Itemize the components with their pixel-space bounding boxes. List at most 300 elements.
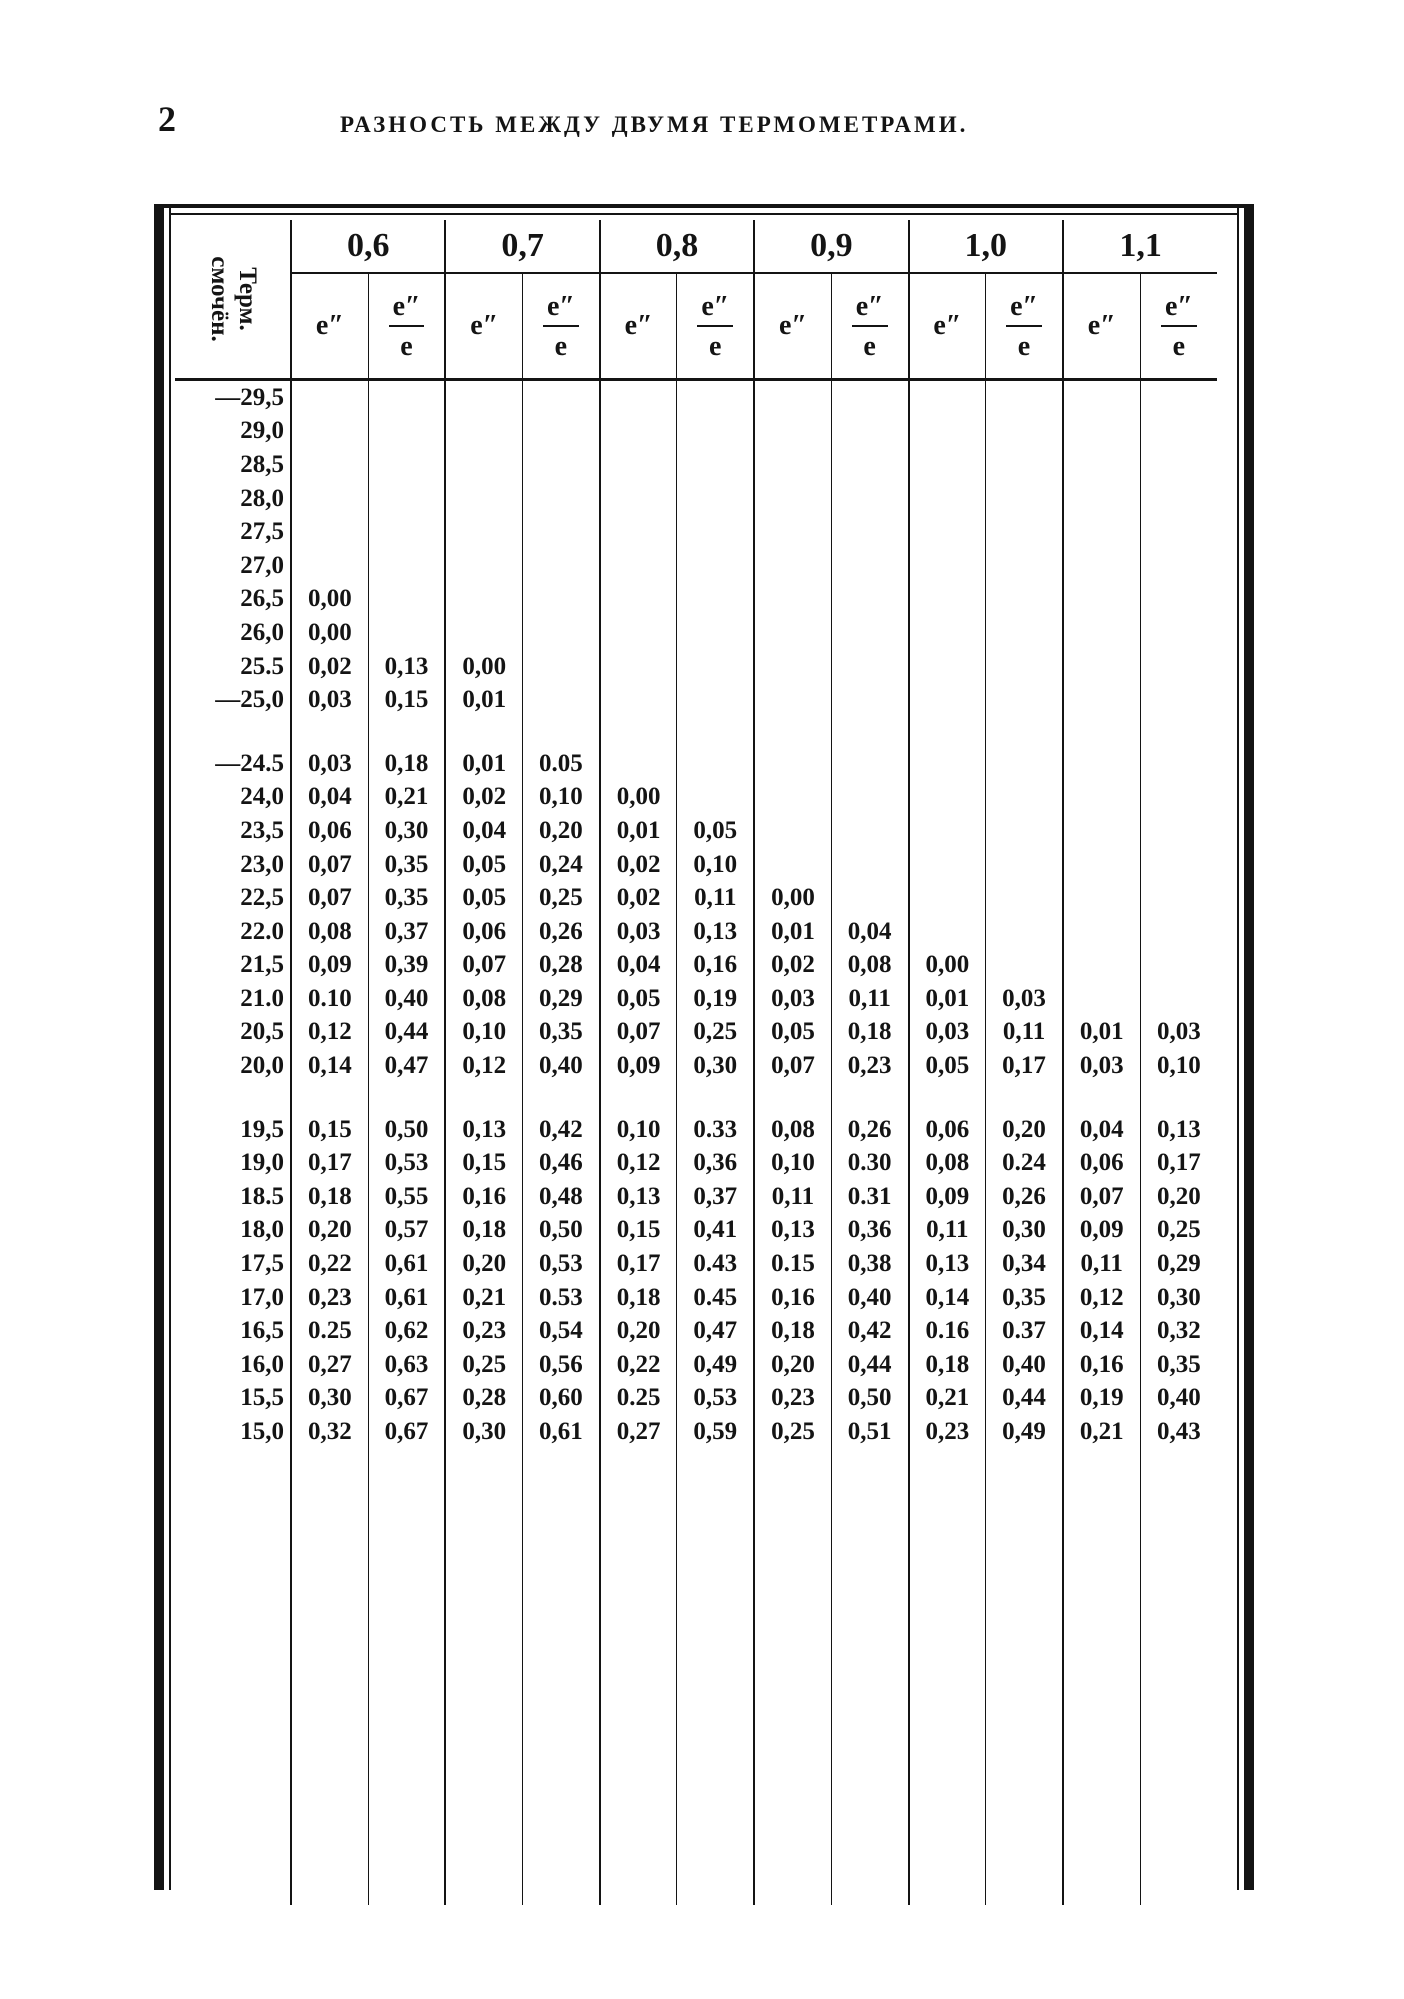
value-cell-ratio: 0,25 [1140, 1214, 1217, 1248]
value-cell-ratio: 0,08 [831, 949, 908, 983]
value-cell-ratio [677, 482, 754, 516]
value-cell-e [754, 448, 831, 482]
value-cell-e: 0,04 [445, 814, 522, 848]
value-cell-e [600, 616, 677, 650]
table-row [175, 482, 1217, 516]
page-title: РАЗНОСТЬ МЕЖДУ ДВУМЯ ТЕРМОМЕТРАМИ. [340, 112, 969, 137]
term-cell: 23,5 [175, 814, 291, 848]
group-header: 0,6 [291, 220, 445, 273]
value-cell-ratio: 0,50 [831, 1382, 908, 1416]
value-cell-ratio: 0.05 [523, 747, 600, 781]
term-column-header [175, 220, 291, 380]
ratio-denominator: e [863, 331, 876, 362]
term-cell: 27,0 [175, 549, 291, 583]
table-row [175, 814, 1217, 848]
value-cell-ratio [831, 482, 908, 516]
term-cell: 17,0 [175, 1281, 291, 1315]
ratio-fraction [389, 293, 425, 361]
value-cell-ratio [677, 583, 754, 617]
value-cell-e: 0,08 [909, 1146, 986, 1180]
value-cell-e [909, 482, 986, 516]
table-row [175, 1382, 1217, 1416]
value-cell-e: 0,18 [600, 1281, 677, 1315]
term-cell: 20,5 [175, 1016, 291, 1050]
value-cell-ratio: 0,05 [677, 814, 754, 848]
ratio-numerator: e″ [852, 293, 888, 327]
value-cell-ratio: 0,40 [986, 1348, 1063, 1382]
table-row [175, 448, 1217, 482]
table-row [175, 747, 1217, 781]
value-cell-e: 0,10 [445, 1016, 522, 1050]
table-row [175, 982, 1217, 1016]
value-cell-e: 0,12 [445, 1049, 522, 1083]
value-cell-e [445, 515, 522, 549]
table-row [175, 1314, 1217, 1348]
value-cell-ratio: 0,53 [368, 1146, 445, 1180]
table-row [175, 848, 1217, 882]
value-cell-e [600, 380, 677, 415]
value-cell-e [1063, 881, 1140, 915]
table-row [175, 549, 1217, 583]
term-cell: —25,0 [175, 683, 291, 717]
value-cell-ratio [986, 549, 1063, 583]
value-cell-e: 0,03 [291, 747, 368, 781]
value-cell-e [445, 616, 522, 650]
value-cell-e: 0,10 [600, 1113, 677, 1147]
value-cell-ratio: 0,42 [523, 1113, 600, 1147]
value-cell-e [754, 848, 831, 882]
value-cell-e: 0,18 [909, 1348, 986, 1382]
value-cell-ratio: 0,41 [677, 1214, 754, 1248]
value-cell-ratio [986, 650, 1063, 684]
value-cell-ratio [677, 747, 754, 781]
value-cell-ratio [368, 616, 445, 650]
value-cell-e: 0,27 [600, 1415, 677, 1449]
value-cell-ratio: 0,37 [368, 915, 445, 949]
table-row [175, 1247, 1217, 1281]
value-cell-ratio [677, 415, 754, 449]
value-cell-ratio: 0,04 [831, 915, 908, 949]
value-cell-e: 0,20 [754, 1348, 831, 1382]
value-cell-ratio: 0,03 [1140, 1016, 1217, 1050]
value-cell-ratio: 0,53 [677, 1382, 754, 1416]
value-cell-e [1063, 650, 1140, 684]
value-cell-ratio: 0,63 [368, 1348, 445, 1382]
table-row [175, 616, 1217, 650]
value-cell-e: 0.10 [291, 982, 368, 1016]
ratio-numerator: e″ [543, 293, 579, 327]
value-cell-ratio [986, 949, 1063, 983]
value-cell-ratio [831, 814, 908, 848]
table-row [175, 1281, 1217, 1315]
value-cell-e [754, 549, 831, 583]
value-cell-e: 0,04 [1063, 1113, 1140, 1147]
value-cell-ratio [831, 448, 908, 482]
table-row [175, 583, 1217, 617]
value-cell-ratio: 0,17 [986, 1049, 1063, 1083]
value-cell-ratio [1140, 747, 1217, 781]
value-cell-e [754, 683, 831, 717]
value-cell-ratio [1140, 549, 1217, 583]
value-cell-ratio: 0,46 [523, 1146, 600, 1180]
value-cell-e: 0,02 [600, 881, 677, 915]
value-cell-ratio [1140, 415, 1217, 449]
term-cell: 15,0 [175, 1415, 291, 1449]
value-cell-e: 0,07 [291, 848, 368, 882]
value-cell-ratio [831, 650, 908, 684]
table-row [175, 1016, 1217, 1050]
value-cell-e [600, 583, 677, 617]
value-cell-ratio: 0,30 [677, 1049, 754, 1083]
value-cell-e [291, 380, 368, 415]
value-cell-e: 0,13 [445, 1113, 522, 1147]
value-cell-ratio [986, 448, 1063, 482]
value-cell-e [1063, 683, 1140, 717]
value-cell-ratio [1140, 848, 1217, 882]
ratio-fraction [1006, 293, 1042, 361]
term-cell: 19,5 [175, 1113, 291, 1147]
value-cell-ratio: 0,21 [368, 781, 445, 815]
psychrometric-table [175, 220, 1217, 1905]
value-cell-e: 0,00 [291, 583, 368, 617]
value-cell-ratio [1140, 616, 1217, 650]
value-cell-ratio [986, 781, 1063, 815]
value-cell-ratio: 0.53 [523, 1281, 600, 1315]
value-cell-e: 0,04 [291, 781, 368, 815]
value-cell-e: 0,06 [445, 915, 522, 949]
value-cell-ratio: 0,36 [831, 1214, 908, 1248]
value-cell-ratio [677, 549, 754, 583]
value-cell-ratio: 0,59 [677, 1415, 754, 1449]
value-cell-e: 0,05 [600, 982, 677, 1016]
value-cell-ratio: 0,54 [523, 1314, 600, 1348]
value-cell-e [1063, 380, 1140, 415]
value-cell-e: 0,02 [600, 848, 677, 882]
value-cell-ratio [1140, 515, 1217, 549]
value-cell-e [445, 380, 522, 415]
value-cell-e [909, 549, 986, 583]
value-cell-ratio [986, 583, 1063, 617]
value-cell-ratio: 0,30 [1140, 1281, 1217, 1315]
value-cell-ratio [677, 448, 754, 482]
value-cell-ratio [368, 515, 445, 549]
term-cell: 21,5 [175, 949, 291, 983]
value-cell-ratio: 0,20 [986, 1113, 1063, 1147]
value-cell-ratio: 0,61 [523, 1415, 600, 1449]
value-cell-ratio [986, 881, 1063, 915]
value-cell-ratio [831, 683, 908, 717]
value-cell-e: 0,03 [600, 915, 677, 949]
value-cell-e [445, 583, 522, 617]
value-cell-e: 0,15 [600, 1214, 677, 1248]
value-cell-ratio [523, 549, 600, 583]
sub-header-ratio [523, 273, 600, 380]
value-cell-e: 0,23 [445, 1314, 522, 1348]
value-cell-ratio [831, 415, 908, 449]
value-cell-e: 0.15 [754, 1247, 831, 1281]
value-cell-ratio: 0,15 [368, 683, 445, 717]
value-cell-e: 0.25 [600, 1382, 677, 1416]
value-cell-e [1063, 915, 1140, 949]
value-cell-e: 0,18 [291, 1180, 368, 1214]
value-cell-e [909, 814, 986, 848]
value-cell-ratio: 0,10 [1140, 1049, 1217, 1083]
value-cell-e [909, 747, 986, 781]
value-cell-ratio: 0,13 [368, 650, 445, 684]
value-cell-ratio [523, 616, 600, 650]
value-cell-ratio: 0,38 [831, 1247, 908, 1281]
value-cell-e [754, 415, 831, 449]
value-cell-ratio [677, 616, 754, 650]
ratio-denominator: e [709, 331, 722, 362]
value-cell-e: 0,16 [1063, 1348, 1140, 1382]
value-cell-ratio [677, 380, 754, 415]
value-cell-e: 0,22 [291, 1247, 368, 1281]
table-row [175, 881, 1217, 915]
table-row [175, 915, 1217, 949]
term-cell: 26,0 [175, 616, 291, 650]
value-cell-e [600, 415, 677, 449]
value-cell-e: 0,18 [445, 1214, 522, 1248]
value-cell-ratio: 0,11 [986, 1016, 1063, 1050]
term-cell: 28,0 [175, 482, 291, 516]
value-cell-e: 0,07 [1063, 1180, 1140, 1214]
table-row [175, 1049, 1217, 1083]
term-cell: 19,0 [175, 1146, 291, 1180]
ratio-denominator: e [1172, 331, 1186, 362]
value-cell-ratio [523, 650, 600, 684]
value-cell-e [445, 482, 522, 516]
term-cell: 28,5 [175, 448, 291, 482]
value-cell-e: 0,20 [600, 1314, 677, 1348]
value-cell-ratio [1140, 949, 1217, 983]
value-cell-ratio [523, 380, 600, 415]
value-cell-e: 0,01 [1063, 1016, 1140, 1050]
value-cell-ratio: 0,17 [1140, 1146, 1217, 1180]
value-cell-ratio: 0,60 [523, 1382, 600, 1416]
value-cell-ratio: 0,55 [368, 1180, 445, 1214]
value-cell-ratio: 0,53 [523, 1247, 600, 1281]
value-cell-ratio [831, 616, 908, 650]
value-cell-ratio: 0,40 [1140, 1382, 1217, 1416]
value-cell-ratio [831, 848, 908, 882]
value-cell-e [1063, 515, 1140, 549]
value-cell-ratio: 0,43 [1140, 1415, 1217, 1449]
value-cell-e: 0,32 [291, 1415, 368, 1449]
value-cell-e: 0,03 [291, 683, 368, 717]
value-cell-e [291, 448, 368, 482]
value-cell-e: 0,16 [754, 1281, 831, 1315]
term-cell: 23,0 [175, 848, 291, 882]
ratio-denominator: e [1017, 331, 1031, 362]
value-cell-e: 0,00 [754, 881, 831, 915]
term-cell: 15,5 [175, 1382, 291, 1416]
term-cell: 18,0 [175, 1214, 291, 1248]
value-cell-e: 0,25 [754, 1415, 831, 1449]
group-header: 0,8 [600, 220, 754, 273]
value-cell-ratio: 0,50 [368, 1113, 445, 1147]
value-cell-ratio [368, 549, 445, 583]
value-cell-e [291, 482, 368, 516]
value-cell-e [600, 683, 677, 717]
value-cell-ratio [831, 583, 908, 617]
value-cell-e: 0,10 [754, 1146, 831, 1180]
term-cell: 22,5 [175, 881, 291, 915]
value-cell-ratio [1140, 482, 1217, 516]
value-cell-ratio [677, 683, 754, 717]
value-cell-e: 0,11 [1063, 1247, 1140, 1281]
value-cell-e: 0,07 [445, 949, 522, 983]
value-cell-ratio [1140, 781, 1217, 815]
value-cell-e: 0,23 [909, 1415, 986, 1449]
value-cell-ratio [1140, 982, 1217, 1016]
value-cell-e [1063, 814, 1140, 848]
ratio-denominator: e [400, 331, 413, 362]
table-row [175, 515, 1217, 549]
value-cell-ratio: 0,10 [677, 848, 754, 882]
sub-header-e: e″ [1063, 273, 1140, 380]
group-header: 0,9 [754, 220, 908, 273]
value-cell-ratio [523, 415, 600, 449]
table-row [175, 1146, 1217, 1180]
value-cell-e: 0,09 [291, 949, 368, 983]
value-cell-e [1063, 848, 1140, 882]
value-cell-e [291, 549, 368, 583]
value-cell-e: 0,05 [754, 1016, 831, 1050]
ratio-fraction [543, 293, 579, 361]
value-cell-ratio: 0,44 [986, 1382, 1063, 1416]
value-cell-ratio [523, 482, 600, 516]
value-cell-ratio [677, 515, 754, 549]
value-cell-ratio: 0,35 [523, 1016, 600, 1050]
value-cell-e: 0,11 [754, 1180, 831, 1214]
value-cell-e [600, 515, 677, 549]
value-cell-e: 0,02 [291, 650, 368, 684]
value-cell-e [754, 650, 831, 684]
value-cell-ratio: 0,30 [986, 1214, 1063, 1248]
value-cell-ratio [831, 781, 908, 815]
table-row [175, 1180, 1217, 1214]
value-cell-ratio: 0,40 [831, 1281, 908, 1315]
value-cell-e: 0,22 [600, 1348, 677, 1382]
value-cell-ratio: 0,35 [368, 848, 445, 882]
value-cell-ratio [1140, 650, 1217, 684]
value-cell-ratio: 0,30 [368, 814, 445, 848]
value-cell-e: 0,03 [754, 982, 831, 1016]
value-cell-ratio: 0,13 [1140, 1113, 1217, 1147]
value-cell-e [754, 814, 831, 848]
value-cell-e [445, 448, 522, 482]
value-cell-e: 0,01 [909, 982, 986, 1016]
group-header: 1,1 [1063, 220, 1217, 273]
value-cell-ratio: 0,49 [677, 1348, 754, 1382]
group-header-row [175, 220, 1217, 273]
value-cell-e [754, 482, 831, 516]
value-cell-e [909, 650, 986, 684]
value-cell-e: 0,01 [445, 683, 522, 717]
value-cell-e: 0,06 [1063, 1146, 1140, 1180]
value-cell-e [909, 583, 986, 617]
table-row [175, 1415, 1217, 1449]
value-cell-ratio: 0,10 [523, 781, 600, 815]
value-cell-e [909, 515, 986, 549]
value-cell-e: 0.25 [291, 1314, 368, 1348]
term-cell: 25.5 [175, 650, 291, 684]
value-cell-e: 0,12 [291, 1016, 368, 1050]
value-cell-ratio: 0,29 [1140, 1247, 1217, 1281]
value-cell-ratio: 0,62 [368, 1314, 445, 1348]
value-cell-e: 0,01 [600, 814, 677, 848]
value-cell-ratio: 0,20 [523, 814, 600, 848]
value-cell-ratio: 0,61 [368, 1281, 445, 1315]
value-cell-ratio [1140, 814, 1217, 848]
value-cell-ratio [986, 380, 1063, 415]
value-cell-e: 0,07 [291, 881, 368, 915]
value-cell-ratio [368, 380, 445, 415]
value-cell-e: 0,04 [600, 949, 677, 983]
value-cell-e: 0,09 [600, 1049, 677, 1083]
table-row [175, 683, 1217, 717]
ratio-denominator: e [554, 331, 568, 362]
value-cell-e [754, 380, 831, 415]
table-row [175, 650, 1217, 684]
value-cell-ratio: 0,13 [677, 915, 754, 949]
value-cell-e: 0,02 [754, 949, 831, 983]
value-cell-ratio: 0,28 [523, 949, 600, 983]
value-cell-e: 0,00 [909, 949, 986, 983]
value-cell-e [445, 549, 522, 583]
ratio-numerator: e″ [697, 293, 733, 327]
value-cell-ratio: 0,57 [368, 1214, 445, 1248]
term-cell: 16,5 [175, 1314, 291, 1348]
value-cell-e: 0,27 [291, 1348, 368, 1382]
ratio-numerator: e″ [389, 293, 425, 327]
value-cell-ratio: 0,24 [523, 848, 600, 882]
empty-tail-row [175, 1449, 1217, 1905]
table-row [175, 415, 1217, 449]
sub-header-e: e″ [754, 273, 831, 380]
value-cell-ratio [986, 482, 1063, 516]
value-cell-ratio [523, 683, 600, 717]
value-cell-e: 0,00 [600, 781, 677, 815]
spacer-row [175, 717, 1217, 747]
value-cell-ratio: 0,44 [831, 1348, 908, 1382]
value-cell-e [909, 781, 986, 815]
value-cell-e [1063, 781, 1140, 815]
value-cell-ratio: 0,18 [368, 747, 445, 781]
value-cell-ratio [368, 583, 445, 617]
value-cell-ratio: 0,56 [523, 1348, 600, 1382]
value-cell-e: 0,12 [600, 1146, 677, 1180]
value-cell-ratio [1140, 583, 1217, 617]
value-cell-e [754, 747, 831, 781]
value-cell-ratio: 0.33 [677, 1113, 754, 1147]
sub-header-e: e″ [600, 273, 677, 380]
value-cell-ratio: 0,26 [523, 915, 600, 949]
value-cell-ratio: 0,47 [677, 1314, 754, 1348]
value-cell-ratio: 0,37 [677, 1180, 754, 1214]
value-cell-e: 0,05 [909, 1049, 986, 1083]
value-cell-e: 0,01 [445, 747, 522, 781]
value-cell-e [754, 515, 831, 549]
value-cell-e [909, 881, 986, 915]
value-cell-e: 0,14 [909, 1281, 986, 1315]
value-cell-ratio [831, 380, 908, 415]
value-cell-ratio [831, 747, 908, 781]
value-cell-ratio [831, 881, 908, 915]
sub-header-row [175, 273, 1217, 380]
term-cell: 21.0 [175, 982, 291, 1016]
